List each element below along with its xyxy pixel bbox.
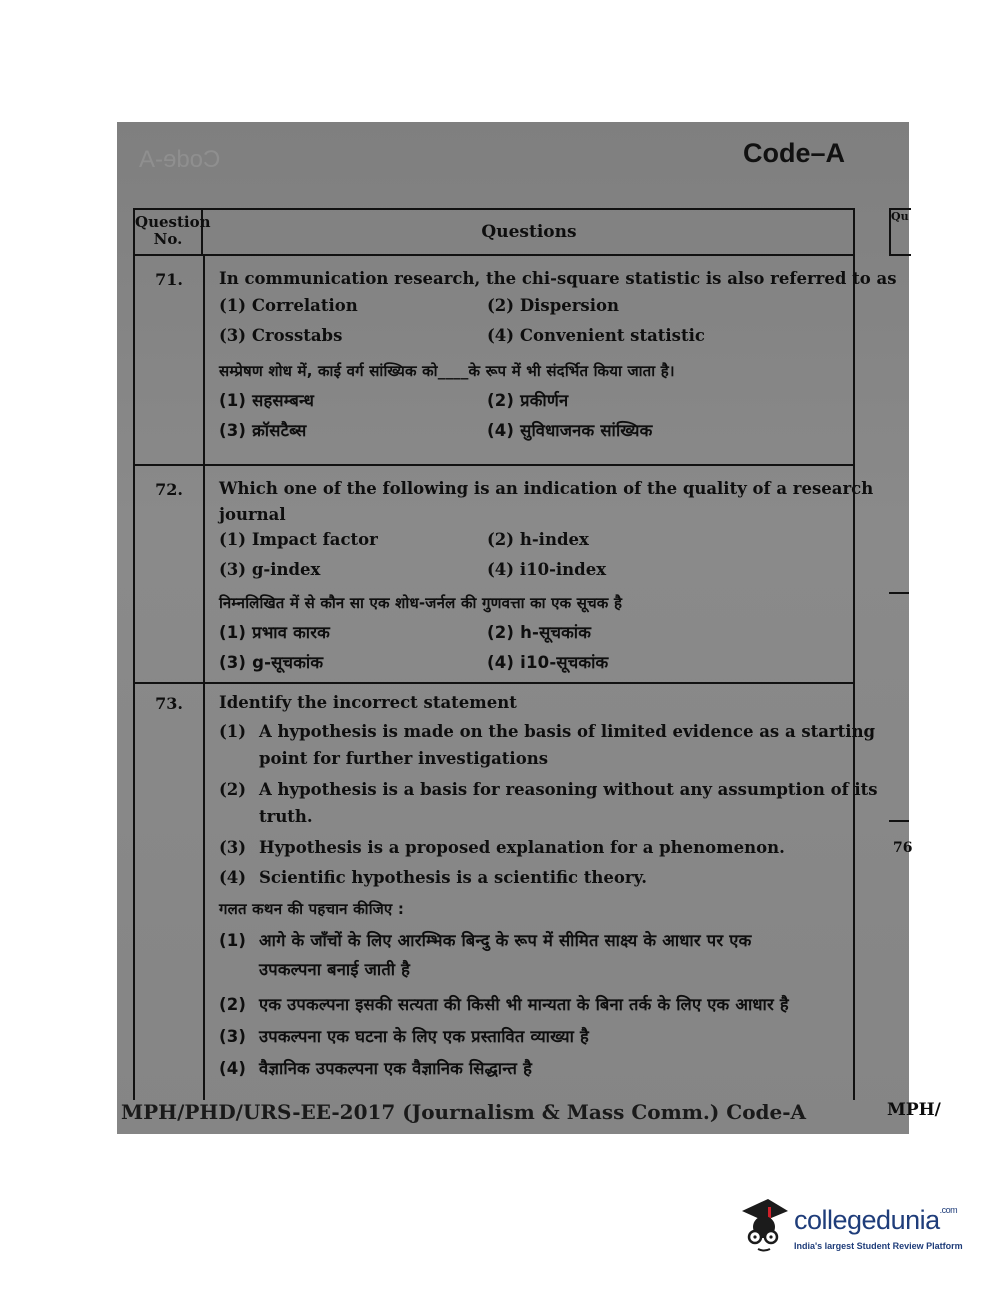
option-line1: Hypothesis is a proposed explanation for a phenomenon. [259,838,785,857]
question-text-hi: गलत कथन की पहचान कीजिए : [219,900,405,918]
option-hi-4: (4) सुविधाजनक सांख्यिक [487,421,653,440]
option-line1: एक उपकल्पना इसकी सत्यता की किसी भी मान्यता के बिना तर्क के लिए एक आधार है [259,995,789,1014]
option-en-2 [219,776,878,830]
option-number: (4) [219,1059,247,1078]
option-en-1: (1) Impact factor [219,530,378,549]
question-table [133,208,897,1100]
option-hi-1 [219,926,851,984]
option-line2: उपकल्पना बनाई जाती है [259,960,411,979]
option-hi-4: (4) i10-सूचकांक [487,653,609,672]
page-footer: MPH/PHD/URS-EE-2017 (Journalism & Mass Comm.) Code-A [121,1100,807,1124]
header-qno-line1: Question [135,213,211,231]
option-line2: point for further investigations [259,749,548,768]
option-en-4 [219,864,851,891]
question-text-en: In communication research, the chi-square statistic is also referred to as [219,269,897,288]
option-en-2: (2) h-index [487,530,589,549]
brand-tagline: India's largest Student Review Platform [794,1241,963,1251]
option-hi-1: (1) सहसम्बन्ध [219,391,315,410]
option-hi-4 [219,1054,851,1083]
question-text-en-line2: journal [219,505,286,524]
option-number: (1) [219,931,247,950]
option-en-1: (1) Correlation [219,296,358,315]
table-header [135,210,853,256]
header-question-no [135,210,211,254]
options-row-en-1 [219,296,849,326]
question-73 [135,684,878,1098]
option-hi-1: (1) प्रभाव कारक [219,623,331,642]
brand-name-text: collegedunia [794,1205,940,1235]
paper-code: Code–A [742,138,845,168]
option-en-4: (4) Convenient statistic [487,326,705,345]
next-page-footer: MPH/ [887,1100,941,1120]
header-questions: Questions [481,222,577,242]
student-mascot-icon [738,1197,790,1253]
options-row-hi-2 [219,418,849,448]
brand-suffix: .com [939,1205,958,1215]
option-number: (2) [219,780,247,799]
next-page-divider [889,820,909,822]
next-page-edge [887,208,941,1120]
option-line1: उपकल्पना एक घटना के लिए एक प्रस्तावित व्याख्या है [259,1027,589,1046]
option-en-2: (2) Dispersion [487,296,619,315]
option-en-3: (3) Crosstabs [219,326,343,345]
option-number: (4) [219,868,247,887]
option-hi-2 [219,990,851,1019]
option-line1: आगे के जाँचों के लिए आरम्भिक बिन्दु के रूप में सीमित साक्ष्य के आधार पर एक [259,931,752,950]
next-page-question-number: 76 [893,840,913,856]
options-row-en-2 [219,560,849,590]
header-qno-line2: No. [153,230,183,248]
question-71 [135,254,897,464]
question-text-hi: निम्नलिखित में से कौन सा एक शोध-जर्नल की गुणवत्ता का एक सूचक है [219,594,623,612]
option-en-3 [219,834,851,861]
option-line1: A hypothesis is made on the basis of limited evidence as a starting [259,722,876,741]
scanned-page-photo [117,122,941,1134]
brand-name [794,1205,957,1236]
option-number: (1) [219,722,247,741]
option-line1: A hypothesis is a basis for reasoning without any assumption of its [259,780,878,799]
bleedthrough-code: Code-A [139,146,221,173]
option-hi-3: (3) g-सूचकांक [219,653,324,672]
options-row-hi-1 [219,388,849,418]
option-en-4: (4) i10-index [487,560,607,579]
options-row-en-2 [219,326,849,356]
option-line1: Scientific hypothesis is a scientific theory. [259,868,647,887]
question-number: 72. [155,480,183,499]
option-hi-3 [219,1022,851,1051]
options-row-hi-1 [219,620,849,650]
option-hi-2: (2) प्रकीर्णन [487,391,569,410]
option-line2: truth. [259,807,313,826]
option-hi-3: (3) क्रॉसटैब्स [219,421,307,440]
option-en-1 [219,718,876,772]
options-row-en-1 [219,530,849,560]
option-hi-2: (2) h-सूचकांक [487,623,592,642]
collegedunia-logo[interactable] [738,1197,963,1257]
option-en-3: (3) g-index [219,560,321,579]
next-page-header: Qu [889,208,911,256]
question-text-en: Identify the incorrect statement [219,693,517,712]
options-row-hi-2 [219,650,849,680]
next-page-divider [889,592,909,594]
option-number: (2) [219,995,247,1014]
option-line1: वैज्ञानिक उपकल्पना एक वैज्ञानिक सिद्धान्त है [259,1059,533,1078]
question-number: 73. [155,694,183,713]
option-number: (3) [219,838,247,857]
question-number: 71. [155,270,183,289]
question-text-hi: सम्प्रेषण शोध में, काई वर्ग सांख्यिक को____के रूप में भी संदर्भित किया जाता है। [219,362,675,380]
option-number: (3) [219,1027,247,1046]
question-text-en-line1: Which one of the following is an indication of the quality of a research [219,479,874,498]
question-72 [135,466,874,682]
